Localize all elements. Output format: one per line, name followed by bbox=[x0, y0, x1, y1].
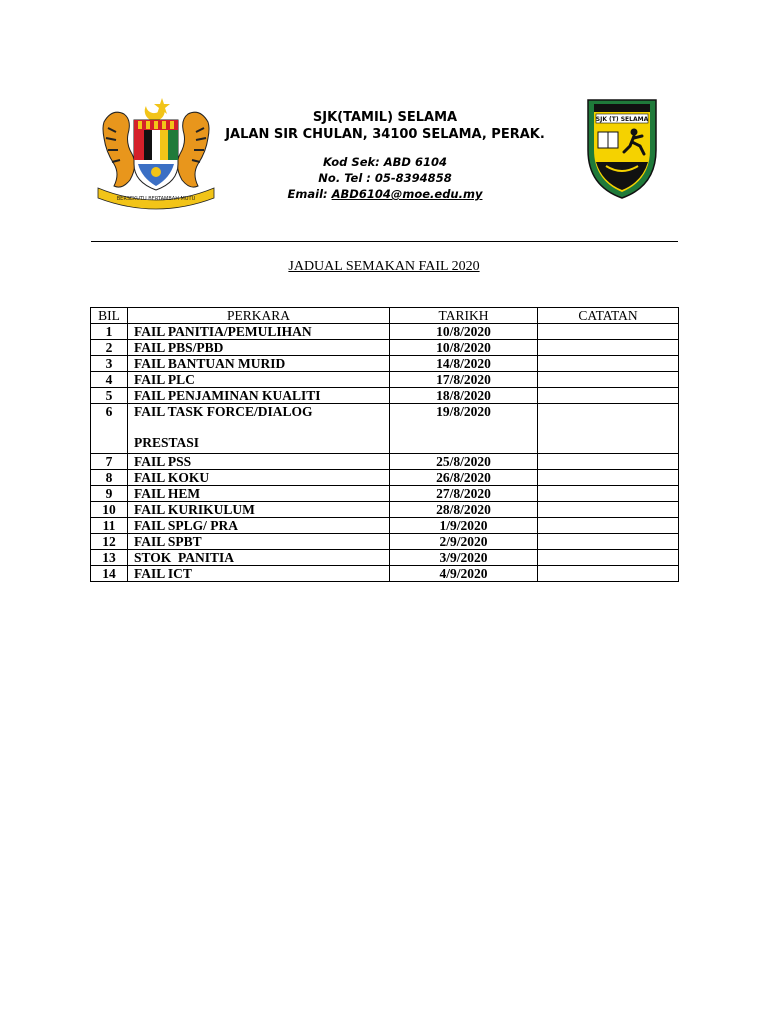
document-title-text: JADUAL SEMAKAN FAIL 2020 bbox=[288, 259, 480, 274]
row-number: 12 bbox=[91, 534, 128, 550]
table-row bbox=[91, 550, 679, 566]
file-schedule-table bbox=[90, 307, 679, 582]
row-note bbox=[538, 356, 679, 372]
row-number: 11 bbox=[91, 518, 128, 534]
row-date: 28/8/2020 bbox=[390, 502, 538, 518]
row-date: 10/8/2020 bbox=[390, 340, 538, 356]
row-date: 19/8/2020 bbox=[390, 404, 538, 454]
row-item-line1: FAIL TASK FORCE/DIALOG bbox=[134, 404, 313, 419]
row-date: 25/8/2020 bbox=[390, 454, 538, 470]
document-title bbox=[0, 259, 768, 275]
row-date: 14/8/2020 bbox=[390, 356, 538, 372]
table-row bbox=[91, 534, 679, 550]
email-link[interactable]: ABD6104@moe.edu.my bbox=[331, 187, 483, 201]
crest-ribbon-text: SJK (T) SELAMA bbox=[595, 116, 649, 123]
row-date: 2/9/2020 bbox=[390, 534, 538, 550]
row-number: 4 bbox=[91, 372, 128, 388]
row-date: 10/8/2020 bbox=[390, 324, 538, 340]
row-note bbox=[538, 486, 679, 502]
row-item: FAIL ICT bbox=[128, 566, 390, 582]
header-tarikh: TARIKH bbox=[390, 308, 538, 324]
row-item: FAIL BANTUAN MURID bbox=[128, 356, 390, 372]
row-date: 1/9/2020 bbox=[390, 518, 538, 534]
row-note bbox=[538, 404, 679, 454]
row-note bbox=[538, 372, 679, 388]
school-address: JALAN SIR CHULAN, 34100 SELAMA, PERAK. bbox=[225, 127, 545, 142]
table-header-row bbox=[91, 308, 679, 324]
school-code: Kod Sek: ABD 6104 bbox=[323, 155, 447, 169]
header-divider bbox=[91, 241, 678, 242]
row-date: 27/8/2020 bbox=[390, 486, 538, 502]
row-number: 7 bbox=[91, 454, 128, 470]
row-note bbox=[538, 340, 679, 356]
row-item: FAIL PANITIA/PEMULIHAN bbox=[128, 324, 390, 340]
row-item-line2: PRESTASI bbox=[134, 435, 200, 450]
school-name: SJK(TAMIL) SELAMA bbox=[312, 110, 458, 125]
row-item: FAIL SPLG/ PRA bbox=[128, 518, 390, 534]
table-row bbox=[91, 324, 679, 340]
contact-block bbox=[220, 154, 550, 202]
row-item: FAIL HEM bbox=[128, 486, 390, 502]
header-perkara: PERKARA bbox=[128, 308, 390, 324]
table-row bbox=[91, 502, 679, 518]
row-note bbox=[538, 518, 679, 534]
table-row bbox=[91, 356, 679, 372]
row-item: FAIL PLC bbox=[128, 372, 390, 388]
table-row bbox=[91, 486, 679, 502]
row-number: 9 bbox=[91, 486, 128, 502]
row-note bbox=[538, 388, 679, 404]
email-line bbox=[220, 186, 550, 202]
row-item bbox=[128, 404, 390, 454]
row-item: FAIL SPBT bbox=[128, 534, 390, 550]
letterhead bbox=[220, 109, 550, 202]
row-item: FAIL KOKU bbox=[128, 470, 390, 486]
row-note bbox=[538, 502, 679, 518]
row-note bbox=[538, 454, 679, 470]
email-label: Email: bbox=[287, 187, 332, 201]
malaysia-coat-of-arms-icon bbox=[94, 92, 218, 210]
table-row bbox=[91, 404, 679, 454]
row-note bbox=[538, 470, 679, 486]
row-number: 14 bbox=[91, 566, 128, 582]
table-row bbox=[91, 340, 679, 356]
school-crest-icon bbox=[576, 92, 668, 200]
row-number: 6 bbox=[91, 404, 128, 454]
row-number: 10 bbox=[91, 502, 128, 518]
row-date: 17/8/2020 bbox=[390, 372, 538, 388]
phone-number: No. Tel : 05-8394858 bbox=[318, 171, 452, 185]
table-row bbox=[91, 388, 679, 404]
row-item: STOK PANITIA bbox=[128, 550, 390, 566]
row-number: 3 bbox=[91, 356, 128, 372]
row-note bbox=[538, 566, 679, 582]
row-note bbox=[538, 534, 679, 550]
row-date: 18/8/2020 bbox=[390, 388, 538, 404]
row-note bbox=[538, 324, 679, 340]
row-note bbox=[538, 550, 679, 566]
row-item: FAIL PBS/PBD bbox=[128, 340, 390, 356]
table-row bbox=[91, 470, 679, 486]
table-row bbox=[91, 372, 679, 388]
row-date: 3/9/2020 bbox=[390, 550, 538, 566]
table-row bbox=[91, 566, 679, 582]
row-item: FAIL KURIKULUM bbox=[128, 502, 390, 518]
header-bil: BIL bbox=[91, 308, 128, 324]
row-item: FAIL PENJAMINAN KUALITI bbox=[128, 388, 390, 404]
coat-of-arms-motto: BERSEKUTU BERTAMBAH MUTU bbox=[116, 196, 196, 202]
table-row bbox=[91, 518, 679, 534]
row-number: 1 bbox=[91, 324, 128, 340]
row-date: 4/9/2020 bbox=[390, 566, 538, 582]
row-number: 2 bbox=[91, 340, 128, 356]
table-row bbox=[91, 454, 679, 470]
row-number: 13 bbox=[91, 550, 128, 566]
row-number: 5 bbox=[91, 388, 128, 404]
row-date: 26/8/2020 bbox=[390, 470, 538, 486]
row-item: FAIL PSS bbox=[128, 454, 390, 470]
row-number: 8 bbox=[91, 470, 128, 486]
header-catatan: CATATAN bbox=[538, 308, 679, 324]
